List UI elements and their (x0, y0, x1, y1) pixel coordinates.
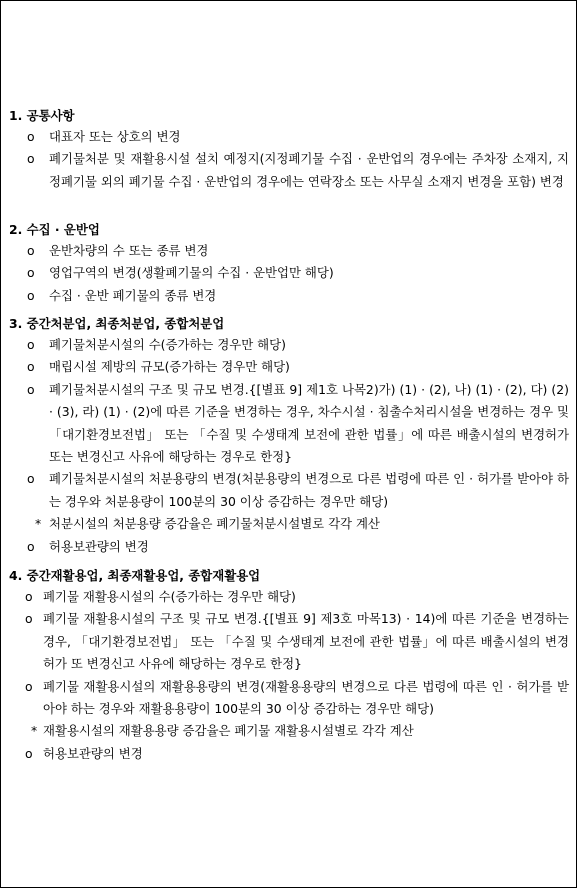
list-item: o 폐기물처분시설의 처분용량의 변경(처분용량의 변경으로 다른 법령에 따른 인 · 허가를 받아야 하는 경우와 처분용량이 100분의 30 이상 증감하는 경우만 해당) (9, 468, 569, 513)
circle-bullet-icon: o (27, 129, 35, 144)
list-item: o 허용보관량의 변경 (9, 536, 569, 558)
section-general (9, 106, 569, 193)
section-title: 1. 공통사항 (9, 108, 75, 123)
circle-bullet-icon: o (27, 381, 35, 397)
list-item: o 대표자 또는 상호의 변경 (9, 126, 569, 148)
circle-bullet-icon: o (25, 589, 33, 604)
list-item: o 허용보관량의 변경 (9, 743, 569, 765)
section-title: 4. 중간재활용업, 최종재활용업, 종합재활용업 (9, 568, 261, 583)
circle-bullet-icon: o (25, 678, 33, 694)
circle-bullet-icon: o (27, 287, 35, 303)
list-item: o 폐기물 재활용시설의 재활용용량의 변경(재활용용량의 변경으로 다른 법령에 따른 인 · 허가를 받아야 하는 경우와 재활용용량이 100분의 30 이상 증감하는 경우만 해당) (9, 676, 569, 721)
list-item: o 폐기물 재활용시설의 수(증가하는 경우만 해당) (9, 586, 569, 608)
section-recycling (9, 566, 569, 765)
circle-bullet-icon: o (27, 243, 35, 258)
circle-bullet-icon: o (27, 471, 35, 487)
section-disposal (9, 314, 569, 558)
list-item: o 폐기물처분시설의 수(증가하는 경우만 해당) (9, 334, 569, 356)
circle-bullet-icon: o (25, 611, 33, 627)
circle-bullet-icon: o (27, 151, 35, 167)
section-title: 3. 중간처분업, 최종처분업, 종합처분업 (9, 316, 225, 331)
section-title: 2. 수집 · 운반업 (9, 222, 100, 237)
list-item: o 영업구역의 변경(생활폐기물의 수집 · 운반업만 해당) (9, 262, 569, 284)
section-collection-transport (9, 220, 569, 307)
asterisk-icon: * (35, 516, 42, 532)
list-item: o 운반차량의 수 또는 종류 변경 (9, 240, 569, 262)
circle-bullet-icon: o (27, 538, 35, 554)
circle-bullet-icon: o (27, 337, 35, 352)
list-item: o 매립시설 제방의 규모(증가하는 경우만 해당) (9, 356, 569, 378)
list-item: o 수집 · 운반 폐기물의 종류 변경 (9, 285, 569, 307)
note-item: * 처분시설의 처분용량 증감율은 폐기물처분시설별로 각각 계산 (9, 513, 569, 535)
note-item: * 재활용시설의 재활용용량 증감율은 폐기물 재활용시설별로 각각 계산 (9, 720, 569, 742)
list-item: o 폐기물 재활용시설의 구조 및 규모 변경.{[별표 9] 제3호 마목13) · 14)에 따른 기준을 변경하는 경우, 「대기환경보전법」 또는 「수질 및 수생태계 보전에 관한 법률」에 따른 배출시설의 변경허가 또 변경신고 사유에 해당하는 경우로 한정} (9, 608, 569, 675)
asterisk-icon: * (31, 723, 38, 739)
circle-bullet-icon: o (27, 359, 35, 375)
circle-bullet-icon: o (27, 265, 35, 281)
list-item: o 폐기물처분 및 재활용시설 설치 예정지(지정폐기물 수집 · 운반업의 경우에는 주차장 소재지, 지정폐기물 외의 폐기물 수집 · 운반업의 경우에는 연락장소 또는 사무실 소재지 변경을 포함) 변경 (9, 148, 569, 193)
list-item: o 폐기물처분시설의 구조 및 규모 변경.{[별표 9] 제1호 나목2)가) (1) · (2), 나) (1) · (2), 다) (2) · (3), 라) (1) · (2)에 따른 기준을 변경하는 경우, 차수시설 · 침출수처리시설을 변경하는 경우 및 「대기환경보전법」 또는 「수질 및 수생태계 보전에 관한 법률」에 따른 배출시설의 변경허가 또는 변경신고 사유에 해당하는 경우로 한정} (9, 379, 569, 469)
circle-bullet-icon: o (25, 745, 33, 761)
